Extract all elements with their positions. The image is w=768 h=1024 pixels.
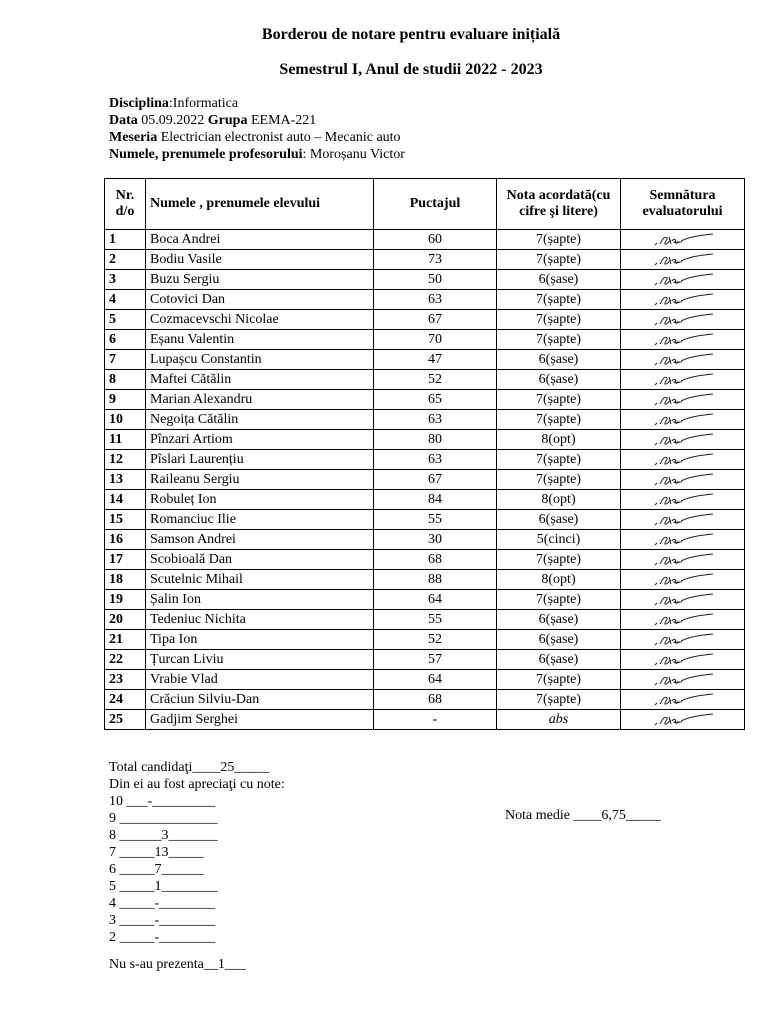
stats-line: 8 ______3_______ <box>109 828 218 843</box>
table-row <box>105 710 745 730</box>
row-points: 68 <box>374 550 497 570</box>
signature-icon <box>651 632 715 648</box>
row-student-name: Scutelnic Mihail <box>146 570 374 590</box>
average-grade: Nota medie ____6,75_____ <box>505 808 661 823</box>
absent-count: Nu s-au prezenta__1___ <box>109 957 246 972</box>
signature-icon <box>651 392 715 408</box>
row-nr: 15 <box>105 510 146 530</box>
row-student-name: Țurcan Liviu <box>146 650 374 670</box>
row-signature <box>621 650 745 670</box>
table-row <box>105 370 745 390</box>
signature-icon <box>651 232 715 248</box>
row-grade: 5(cinci) <box>497 530 621 550</box>
row-points: 64 <box>374 590 497 610</box>
row-student-name: Eșanu Valentin <box>146 330 374 350</box>
header-points: Puctajul <box>374 179 497 230</box>
signature-icon <box>651 672 715 688</box>
row-signature <box>621 550 745 570</box>
signature-icon <box>651 712 715 728</box>
row-signature <box>621 230 745 250</box>
row-nr: 6 <box>105 330 146 350</box>
row-signature <box>621 630 745 650</box>
row-nr: 16 <box>105 530 146 550</box>
document-title: Borderou de notare pentru evaluare inițială <box>261 26 561 43</box>
signature-icon <box>651 432 715 448</box>
table-row <box>105 510 745 530</box>
stats-line: 7 _____13_____ <box>109 845 204 860</box>
row-student-name: Pînzari Artiom <box>146 430 374 450</box>
signature-icon <box>651 552 715 568</box>
row-signature <box>621 530 745 550</box>
row-grade: 6(șase) <box>497 610 621 630</box>
signature-icon <box>651 372 715 388</box>
row-nr: 13 <box>105 470 146 490</box>
table-row <box>105 330 745 350</box>
meta-meseria <box>109 129 405 146</box>
stats-line: 4 _____-________ <box>109 896 216 911</box>
row-points: 68 <box>374 690 497 710</box>
row-points: 63 <box>374 290 497 310</box>
header-nr: Nr. d/o <box>105 179 146 230</box>
table-row <box>105 670 745 690</box>
table-row <box>105 530 745 550</box>
row-points: 80 <box>374 430 497 450</box>
row-nr: 19 <box>105 590 146 610</box>
row-points: 47 <box>374 350 497 370</box>
row-student-name: Tipa Ion <box>146 630 374 650</box>
row-points: 50 <box>374 270 497 290</box>
signature-icon <box>651 492 715 508</box>
signature-icon <box>651 572 715 588</box>
row-student-name: Maftei Cătălin <box>146 370 374 390</box>
data-label: Data <box>109 113 138 128</box>
table-row <box>105 350 745 370</box>
row-grade: 6(șase) <box>497 510 621 530</box>
row-grade: 7(șapte) <box>497 450 621 470</box>
row-grade: 7(șapte) <box>497 390 621 410</box>
table-body <box>105 230 745 730</box>
row-signature <box>621 310 745 330</box>
row-grade: 8(opt) <box>497 490 621 510</box>
row-points: - <box>374 710 497 730</box>
signature-icon <box>651 352 715 368</box>
row-student-name: Lupașcu Constantin <box>146 350 374 370</box>
meseria-label: Meseria <box>109 130 158 145</box>
signature-icon <box>651 692 715 708</box>
row-points: 73 <box>374 250 497 270</box>
signature-icon <box>651 452 715 468</box>
disciplina-value: :Informatica <box>168 96 239 111</box>
row-signature <box>621 690 745 710</box>
table-row <box>105 390 745 410</box>
row-grade: 6(șase) <box>497 370 621 390</box>
row-signature <box>621 710 745 730</box>
table-header-row <box>105 179 745 230</box>
row-nr: 14 <box>105 490 146 510</box>
row-nr: 4 <box>105 290 146 310</box>
table-row <box>105 650 745 670</box>
data-value: 05.09.2022 <box>137 113 208 128</box>
row-student-name: Bodiu Vasile <box>146 250 374 270</box>
table-row <box>105 290 745 310</box>
table-row <box>105 230 745 250</box>
row-student-name: Boca Andrei <box>146 230 374 250</box>
row-nr: 7 <box>105 350 146 370</box>
row-nr: 3 <box>105 270 146 290</box>
row-points: 52 <box>374 630 497 650</box>
stats-line: 10 ___-_________ <box>109 794 216 809</box>
row-signature <box>621 350 745 370</box>
row-student-name: Vrabie Vlad <box>146 670 374 690</box>
row-grade: abs <box>497 710 621 730</box>
row-grade: 7(șapte) <box>497 330 621 350</box>
table-row <box>105 250 745 270</box>
table-row <box>105 550 745 570</box>
row-signature <box>621 410 745 430</box>
stats-line: 5 _____1________ <box>109 879 218 894</box>
row-student-name: Samson Andrei <box>146 530 374 550</box>
row-points: 60 <box>374 230 497 250</box>
row-grade: 6(șase) <box>497 630 621 650</box>
meta-disciplina <box>109 95 405 112</box>
row-points: 63 <box>374 450 497 470</box>
document-subtitle: Semestrul I, Anul de studii 2022 - 2023 <box>279 61 543 78</box>
row-signature <box>621 330 745 350</box>
row-grade: 7(șapte) <box>497 690 621 710</box>
row-nr: 5 <box>105 310 146 330</box>
row-points: 64 <box>374 670 497 690</box>
row-student-name: Romanciuc Ilie <box>146 510 374 530</box>
row-student-name: Cozmacevschi Nicolae <box>146 310 374 330</box>
row-grade: 7(șapte) <box>497 590 621 610</box>
signature-icon <box>651 272 715 288</box>
row-signature <box>621 570 745 590</box>
row-signature <box>621 490 745 510</box>
row-signature <box>621 670 745 690</box>
header-name: Numele , prenumele elevului <box>146 179 374 230</box>
row-nr: 21 <box>105 630 146 650</box>
row-student-name: Gadjim Serghei <box>146 710 374 730</box>
table-row <box>105 490 745 510</box>
signature-icon <box>651 412 715 428</box>
stats-line: 3 _____-________ <box>109 913 216 928</box>
row-grade: 6(șase) <box>497 270 621 290</box>
row-points: 55 <box>374 610 497 630</box>
row-student-name: Scobioală Dan <box>146 550 374 570</box>
row-points: 52 <box>374 370 497 390</box>
row-grade: 7(șapte) <box>497 670 621 690</box>
table-row <box>105 430 745 450</box>
table-row <box>105 690 745 710</box>
row-signature <box>621 250 745 270</box>
row-nr: 20 <box>105 610 146 630</box>
row-student-name: Pîslari Laurențiu <box>146 450 374 470</box>
table-row <box>105 310 745 330</box>
row-points: 67 <box>374 310 497 330</box>
row-student-name: Crăciun Silviu-Dan <box>146 690 374 710</box>
row-points: 67 <box>374 470 497 490</box>
signature-icon <box>651 292 715 308</box>
table-row <box>105 630 745 650</box>
table-row <box>105 470 745 490</box>
row-signature <box>621 470 745 490</box>
grupa-value: EEMA-221 <box>247 113 317 128</box>
signature-icon <box>651 612 715 628</box>
row-student-name: Raileanu Sergiu <box>146 470 374 490</box>
table-row <box>105 410 745 430</box>
row-nr: 10 <box>105 410 146 430</box>
row-points: 65 <box>374 390 497 410</box>
stats-line: 2 _____-________ <box>109 930 216 945</box>
row-signature <box>621 430 745 450</box>
row-signature <box>621 270 745 290</box>
grades-table <box>104 178 745 730</box>
table-row <box>105 590 745 610</box>
stats-total: Total candidaţi____25_____ <box>109 760 270 775</box>
row-nr: 12 <box>105 450 146 470</box>
stats-block <box>109 759 285 946</box>
row-points: 57 <box>374 650 497 670</box>
row-nr: 18 <box>105 570 146 590</box>
header-signature: Semnătura evaluatorului <box>621 179 745 230</box>
row-nr: 25 <box>105 710 146 730</box>
row-nr: 17 <box>105 550 146 570</box>
meta-profesor <box>109 146 405 163</box>
table-row <box>105 610 745 630</box>
row-student-name: Robuleț Ion <box>146 490 374 510</box>
signature-icon <box>651 512 715 528</box>
row-grade: 6(șase) <box>497 650 621 670</box>
disciplina-label: Disciplina <box>109 96 169 111</box>
row-grade: 6(șase) <box>497 350 621 370</box>
meseria-value: Electrician electronist auto – Mecanic auto <box>157 130 401 145</box>
signature-icon <box>651 332 715 348</box>
row-student-name: Tedeniuc Nichita <box>146 610 374 630</box>
row-student-name: Negoița Cătălin <box>146 410 374 430</box>
table-row <box>105 450 745 470</box>
signature-icon <box>651 592 715 608</box>
row-grade: 7(șapte) <box>497 410 621 430</box>
row-points: 84 <box>374 490 497 510</box>
stats-intro: Din ei au fost apreciaţi cu note: <box>109 777 285 792</box>
row-nr: 2 <box>105 250 146 270</box>
row-student-name: Cotovici Dan <box>146 290 374 310</box>
signature-icon <box>651 312 715 328</box>
row-points: 70 <box>374 330 497 350</box>
row-grade: 7(șapte) <box>497 250 621 270</box>
row-nr: 23 <box>105 670 146 690</box>
stats-line: 9 ______________ <box>109 811 218 826</box>
row-signature <box>621 290 745 310</box>
meta-block <box>109 95 405 163</box>
row-signature <box>621 450 745 470</box>
row-grade: 8(opt) <box>497 430 621 450</box>
row-grade: 7(șapte) <box>497 290 621 310</box>
row-grade: 8(opt) <box>497 570 621 590</box>
row-nr: 9 <box>105 390 146 410</box>
row-nr: 24 <box>105 690 146 710</box>
grupa-label: Grupa <box>207 113 248 128</box>
header-grade: Nota acordată(cu cifre şi litere) <box>497 179 621 230</box>
row-grade: 7(șapte) <box>497 310 621 330</box>
row-nr: 1 <box>105 230 146 250</box>
row-grade: 7(șapte) <box>497 230 621 250</box>
row-points: 63 <box>374 410 497 430</box>
table-row <box>105 570 745 590</box>
signature-icon <box>651 472 715 488</box>
row-student-name: Șalin Ion <box>146 590 374 610</box>
row-nr: 11 <box>105 430 146 450</box>
row-signature <box>621 610 745 630</box>
meta-data-grupa <box>109 112 405 129</box>
row-student-name: Buzu Sergiu <box>146 270 374 290</box>
signature-icon <box>651 652 715 668</box>
row-student-name: Marian Alexandru <box>146 390 374 410</box>
signature-icon <box>651 252 715 268</box>
row-nr: 8 <box>105 370 146 390</box>
profesor-label: Numele, prenumele profesorului <box>109 147 303 162</box>
row-grade: 7(șapte) <box>497 470 621 490</box>
profesor-value: : Moroșanu Victor <box>302 147 405 162</box>
signature-icon <box>651 532 715 548</box>
row-signature <box>621 390 745 410</box>
stats-line: 6 _____7______ <box>109 862 204 877</box>
row-points: 30 <box>374 530 497 550</box>
row-nr: 22 <box>105 650 146 670</box>
row-signature <box>621 370 745 390</box>
row-points: 55 <box>374 510 497 530</box>
row-points: 88 <box>374 570 497 590</box>
row-signature <box>621 590 745 610</box>
row-signature <box>621 510 745 530</box>
row-grade: 7(șapte) <box>497 550 621 570</box>
table-row <box>105 270 745 290</box>
